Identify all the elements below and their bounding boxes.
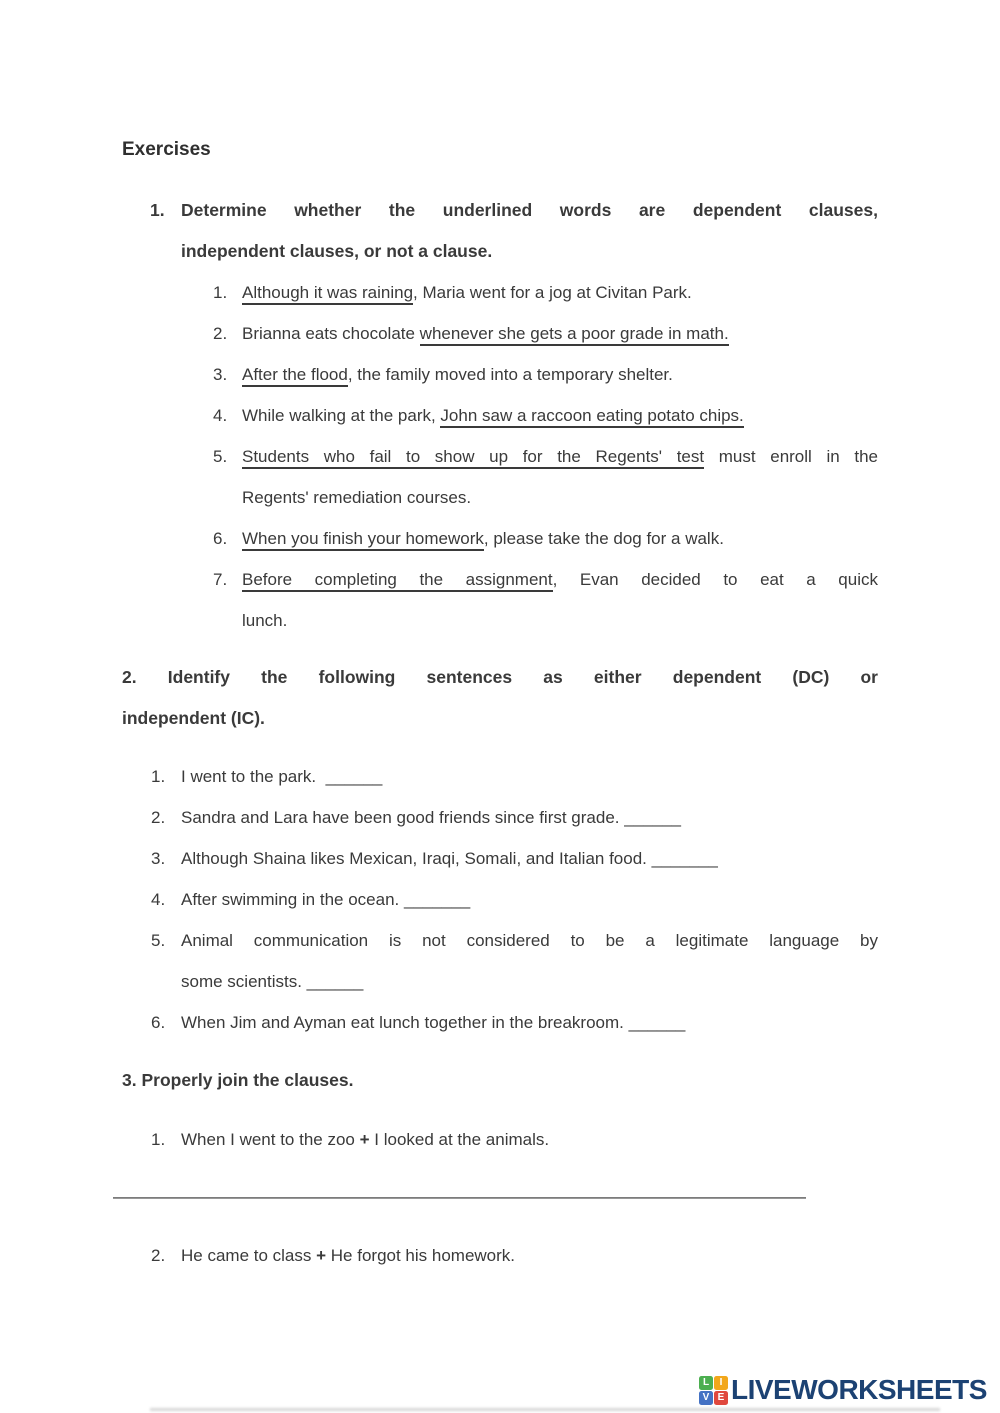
logo-tile-e: E: [714, 1391, 728, 1405]
item-line-2: [181, 961, 878, 1002]
page-title: Exercises: [122, 139, 211, 160]
liveworksheets-logo[interactable]: [699, 1374, 987, 1406]
item-text: When Jim and Ayman eat lunch together in the breakroom.: [181, 1013, 629, 1032]
item-number: 6.: [213, 529, 228, 548]
plus-sign: +: [359, 1130, 370, 1149]
scan-artifact: [150, 1408, 940, 1411]
item-number: 1.: [213, 283, 228, 302]
underlined-clause: whenever she gets a poor grade in math.: [420, 324, 729, 346]
section-2-list: [122, 756, 878, 1043]
item-number: 7.: [213, 570, 228, 589]
item-number: 6.: [151, 1013, 166, 1032]
liveworksheets-icon: [699, 1376, 728, 1405]
list-item: [122, 354, 878, 395]
underlined-clause: Students who fail to show up for the Regents' test: [242, 447, 704, 469]
item-number: 1.: [151, 1130, 166, 1149]
item-text: , please take the dog for a walk.: [483, 529, 724, 548]
item-number: 5.: [213, 447, 228, 466]
brand-text: LIVEWORKSHEETS: [731, 1374, 987, 1405]
section-2-heading-line-1: 2. Identify the following sentences as either dependent (DC) or: [122, 667, 878, 687]
section-1-heading-line-1: Determine whether the underlined words are dependent clauses,: [181, 200, 878, 220]
item-text: , Evan decided to eat a quick: [552, 570, 878, 589]
list-item: [122, 797, 878, 838]
item-number: 2.: [151, 808, 166, 827]
answer-write-line: ——————————————————————————————————————————: [113, 1188, 806, 1206]
item-number: 3.: [213, 365, 228, 384]
answer-blank: ______: [325, 767, 383, 786]
item-text: I looked at the animals.: [369, 1130, 550, 1149]
item-number: 4.: [213, 406, 228, 425]
item-text: After swimming in the ocean.: [181, 890, 404, 909]
list-item: [122, 838, 878, 879]
item-number: 1.: [151, 767, 166, 786]
underlined-clause: Although it was raining: [242, 283, 413, 305]
list-item: [122, 313, 878, 354]
list-item: [122, 879, 878, 920]
list-item: [122, 1235, 878, 1276]
section-1-list: [122, 272, 878, 641]
answer-blank: ______: [624, 808, 681, 827]
underlined-clause: After the flood: [242, 365, 348, 387]
item-text: He came to class: [181, 1246, 317, 1265]
item-line-1: Animal communication is not considered to be a legitimate language by: [181, 931, 878, 950]
underlined-clause: John saw a raccoon eating potato chips.: [440, 406, 743, 428]
item-number: 2.: [213, 324, 228, 343]
logo-tile-i: I: [714, 1376, 728, 1390]
item-text: must enroll in the: [704, 447, 878, 466]
item-line-1: [242, 436, 878, 477]
item-text: While walking at the park,: [242, 406, 441, 425]
item-line-1: [242, 559, 878, 600]
item-number: 5.: [151, 931, 166, 950]
item-number: 2.: [151, 1246, 166, 1265]
list-item: [122, 436, 878, 518]
item-text: Although Shaina likes Mexican, Iraqi, Somali, and Italian food.: [181, 849, 652, 868]
section-2-heading: [122, 657, 878, 739]
answer-blank: ______: [628, 1013, 686, 1032]
item-line-2: lunch.: [242, 611, 288, 630]
item-line-2: Regents' remediation courses.: [242, 488, 472, 507]
item-text: , the family moved into a temporary shelter.: [347, 365, 673, 384]
item-text: When I went to the zoo: [181, 1130, 360, 1149]
section-1-heading: [122, 190, 878, 272]
item-text: He forgot his homework.: [326, 1246, 516, 1265]
logo-tile-v: V: [699, 1391, 713, 1405]
logo-tile-l: L: [699, 1376, 713, 1390]
list-item: [122, 518, 878, 559]
answer-blank: _______: [651, 849, 718, 868]
list-item: [122, 559, 878, 641]
section-1-heading-line-2: independent clauses, or not a clause.: [181, 241, 493, 261]
list-item: [122, 1002, 878, 1043]
item-text: Brianna eats chocolate: [242, 324, 420, 343]
section-1-number: 1.: [150, 200, 165, 220]
item-text: I went to the park.: [181, 767, 326, 786]
section-3-heading: 3. Properly join the clauses.: [122, 1070, 354, 1090]
list-item: [122, 920, 878, 1002]
list-item: [122, 1119, 878, 1160]
answer-blank: _______: [403, 890, 471, 909]
section-2-heading-line-2: independent (IC).: [122, 708, 265, 728]
underlined-clause: When you finish your homework: [242, 529, 484, 551]
answer-blank: ______: [306, 972, 364, 991]
list-item: [122, 272, 878, 313]
underlined-clause: Before completing the assignment: [242, 570, 553, 592]
item-text: Sandra and Lara have been good friends since first grade.: [181, 808, 625, 827]
item-number: 4.: [151, 890, 166, 909]
item-text: , Maria went for a jog at Civitan Park.: [413, 283, 692, 302]
list-item: [122, 756, 878, 797]
item-number: 3.: [151, 849, 166, 868]
item-text: some scientists.: [181, 972, 307, 991]
plus-sign: +: [316, 1246, 327, 1265]
list-item: [122, 395, 878, 436]
